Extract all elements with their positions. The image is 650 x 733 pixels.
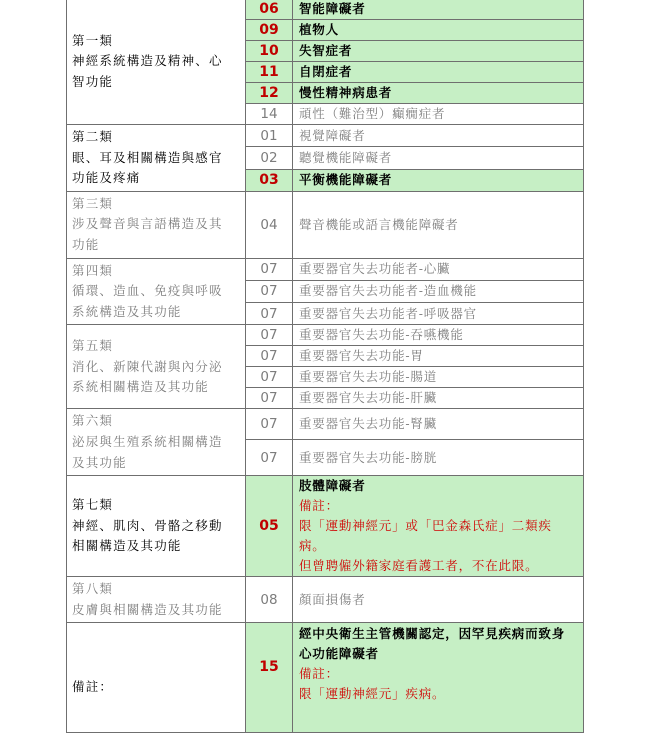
code-cell: 01 <box>246 125 293 147</box>
code-cell: 07 <box>246 388 293 409</box>
note-line-1: 限「運動神經元」或「巴金森氏症」二類疾病。 <box>299 518 552 554</box>
category-7-desc-line-1: 神經、肌肉、骨骼之移動 <box>72 517 223 533</box>
category-6-desc-line-2: 及其功能 <box>72 454 127 470</box>
code-cell: 11 <box>246 62 293 83</box>
desc-cell: 重要器官失去功能者-心臟 <box>293 258 584 280</box>
desc-cell: 重要器官失去功能-吞嚥機能 <box>293 325 584 346</box>
category-1-title: 第一類 <box>72 32 114 48</box>
desc-cell: 頑性（難治型）癲癇症者 <box>293 104 584 125</box>
code-cell: 05 <box>246 476 293 577</box>
category-4-title: 第四類 <box>72 262 114 278</box>
desc-cell: 重要器官失去功能-膀胱 <box>293 440 584 476</box>
category-2-desc-line-2: 功能及疼痛 <box>72 170 141 186</box>
code-cell: 12 <box>246 83 293 104</box>
desc-cell: 重要器官失去功能-腸道 <box>293 367 584 388</box>
code-cell: 09 <box>246 20 293 41</box>
note-label: 備註： <box>299 498 339 514</box>
desc-cell: 顏面損傷者 <box>293 577 584 623</box>
desc-cell: 失智症者 <box>293 41 584 62</box>
code-cell: 07 <box>246 440 293 476</box>
desc-cell: 重要器官失去功能-肝臟 <box>293 388 584 409</box>
category-8-title: 第八類 <box>72 581 114 597</box>
category-4-desc-line-2: 系統構造及其功能 <box>72 303 182 319</box>
code-cell: 10 <box>246 41 293 62</box>
desc-main-text: 經中央衛生主管機關認定，因罕見疾病而致身 <box>299 626 566 642</box>
note-line-1: 限「運動神經元」疾病。 <box>299 686 446 702</box>
category-3-desc-line-1: 涉及聲音與言語構造及其 <box>72 216 223 232</box>
desc-cell: 平衡機能障礙者 <box>293 169 584 191</box>
category-5-desc-line-2: 系統相關構造及其功能 <box>72 379 210 395</box>
category-5-desc-line-1: 消化、新陳代謝與內分泌 <box>72 358 223 374</box>
category-5-title: 第五類 <box>72 337 114 353</box>
category-3-desc-line-2: 功能 <box>72 236 100 252</box>
code-cell: 02 <box>246 147 293 169</box>
desc-cell: 重要器官失去功能-腎臟 <box>293 409 584 440</box>
category-7-desc-line-2: 相關構造及其功能 <box>72 538 182 554</box>
code-cell: 07 <box>246 280 293 302</box>
code-cell: 08 <box>246 577 293 623</box>
category-1-cell <box>67 0 246 125</box>
category-8-cell <box>67 577 246 623</box>
category-5-cell <box>67 325 246 409</box>
remark-title: 備註： <box>72 679 114 695</box>
category-2-cell <box>67 125 246 192</box>
code-cell: 07 <box>246 367 293 388</box>
code-cell: 07 <box>246 409 293 440</box>
disability-category-table <box>66 0 584 733</box>
desc-cell <box>293 623 584 733</box>
code-cell: 14 <box>246 104 293 125</box>
category-1-desc-line-1: 神經系統構造及精神、心 <box>72 53 223 69</box>
desc-cell: 自閉症者 <box>293 62 584 83</box>
table-row <box>67 476 584 577</box>
code-cell: 03 <box>246 169 293 191</box>
code-cell: 07 <box>246 325 293 346</box>
category-4-desc-line-1: 循環、造血、免疫與呼吸 <box>72 283 223 299</box>
code-cell: 06 <box>246 0 293 20</box>
desc-cell: 視覺障礙者 <box>293 125 584 147</box>
desc-cell: 植物人 <box>293 20 584 41</box>
category-3-cell <box>67 191 246 258</box>
category-6-title: 第六類 <box>72 413 114 429</box>
code-cell: 04 <box>246 191 293 258</box>
category-7-title: 第七類 <box>72 497 114 513</box>
table-row <box>67 577 584 623</box>
category-6-cell <box>67 409 246 476</box>
desc-cell <box>293 476 584 577</box>
category-2-title: 第二類 <box>72 129 114 144</box>
category-3-title: 第三類 <box>72 195 114 211</box>
table-row <box>67 409 584 440</box>
code-cell: 07 <box>246 303 293 325</box>
table-row <box>67 258 584 280</box>
note-label: 備註： <box>299 666 339 682</box>
category-2-desc-line-1: 眼、耳及相關構造與感官 <box>72 149 223 165</box>
category-8-desc-line-1: 皮膚與相關構造及其功能 <box>72 601 223 617</box>
desc-cell: 聲音機能或語言機能障礙者 <box>293 191 584 258</box>
code-cell: 07 <box>246 346 293 367</box>
code-cell: 15 <box>246 623 293 733</box>
desc-cell: 重要器官失去功能者-造血機能 <box>293 280 584 302</box>
table-row <box>67 191 584 258</box>
table-row <box>67 325 584 346</box>
desc-cell: 智能障礙者 <box>293 0 584 20</box>
desc-cell: 聽覺機能障礙者 <box>293 147 584 169</box>
table-row <box>67 125 584 147</box>
category-4-cell <box>67 258 246 325</box>
code-cell: 07 <box>246 258 293 280</box>
table-row <box>67 0 584 20</box>
category-7-cell <box>67 476 246 577</box>
desc-cell: 重要器官失去功能者-呼吸器官 <box>293 303 584 325</box>
category-1-desc-line-2: 智功能 <box>72 73 114 89</box>
category-6-desc-line-1: 泌尿與生殖系統相關構造 <box>72 433 223 449</box>
table-row <box>67 623 584 733</box>
note-line-2: 但曾聘僱外籍家庭看護工者，不在此限。 <box>299 558 539 574</box>
remark-cell <box>67 623 246 733</box>
desc-main-text: 肢體障礙者 <box>299 478 366 494</box>
desc-cell: 重要器官失去功能-胃 <box>293 346 584 367</box>
desc-main-text-line-2: 心功能障礙者 <box>299 646 379 662</box>
desc-cell: 慢性精神病患者 <box>293 83 584 104</box>
